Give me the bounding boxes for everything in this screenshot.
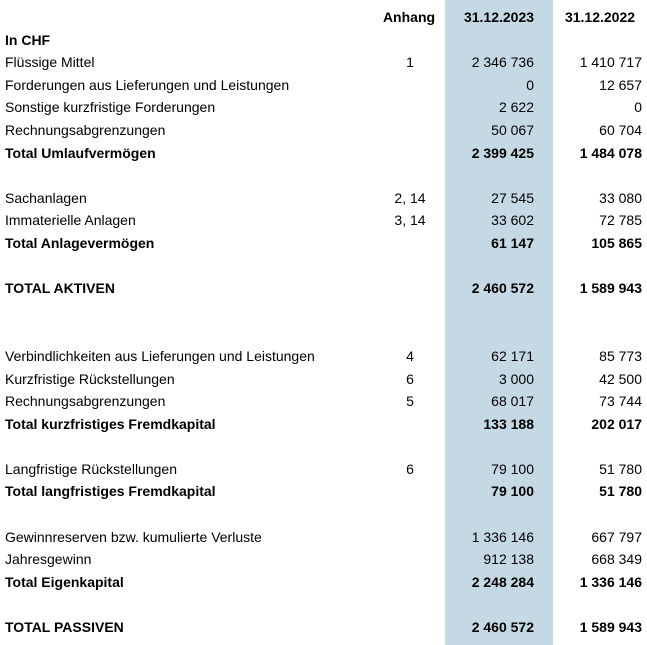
row-note	[380, 232, 440, 255]
row-label: Forderungen aus Lieferungen und Leistungen	[5, 76, 290, 93]
row-label: Sonstige kurzfristige Forderungen	[5, 99, 216, 116]
row-value-2023	[445, 593, 534, 616]
row-value-2023: 2 346 736	[471, 54, 534, 71]
row-value-2022: 51 780	[599, 483, 642, 500]
row-note	[380, 571, 440, 594]
row-label: Total Eigenkapital	[5, 573, 124, 590]
row-note	[380, 548, 440, 571]
row-label: Rechnungsabgrenzungen	[5, 393, 166, 410]
row-note	[380, 322, 440, 345]
row-note	[380, 74, 440, 97]
row-note	[380, 29, 440, 52]
row-label: Rechnungsabgrenzungen	[5, 121, 166, 138]
row-value-2023: 79 100	[491, 460, 534, 477]
row-value-2023: 133 188	[483, 415, 534, 432]
row-value-2023: 62 171	[491, 347, 534, 364]
row-label: Verbindlichkeiten aus Lieferungen und Leistungen	[5, 347, 315, 364]
row-label: Flüssige Mittel	[5, 54, 95, 71]
row-note	[380, 616, 440, 639]
row-note	[380, 413, 440, 436]
table-row	[0, 51, 647, 74]
row-note: 3, 14	[394, 212, 426, 229]
row-note	[380, 526, 440, 549]
row-value-2023: 2 460 572	[471, 619, 534, 636]
row-label: Sachanlagen	[5, 189, 87, 206]
row-value-2023: 2 399 425	[471, 144, 534, 161]
row-label: Langfristige Rückstellungen	[5, 460, 177, 477]
row-value-2022: 73 744	[599, 393, 642, 410]
table-row	[0, 593, 647, 616]
row-value-2023: 79 100	[491, 483, 534, 500]
row-value-2023	[445, 322, 534, 345]
table-row	[0, 209, 647, 232]
table-row	[0, 548, 647, 571]
table-row	[0, 96, 647, 119]
header-year-2022: 31.12.2022	[564, 9, 636, 25]
row-value-2023: 912 138	[483, 551, 534, 568]
row-value-2023: 3 000	[498, 370, 534, 387]
row-label: Total Anlagevermögen	[5, 234, 155, 251]
table-row	[0, 255, 647, 278]
row-note	[380, 255, 440, 278]
row-value-2022	[553, 593, 642, 616]
table-header-row	[0, 6, 647, 29]
table-row	[0, 119, 647, 142]
row-label	[5, 300, 375, 323]
row-label: Total kurzfristiges Fremdkapital	[5, 415, 216, 432]
table-row	[0, 435, 647, 458]
total-row	[0, 29, 647, 52]
total-row	[0, 616, 647, 639]
table-row	[0, 390, 647, 413]
row-value-2022: 1 589 943	[579, 280, 642, 297]
table-row	[0, 368, 647, 391]
row-note	[380, 277, 440, 300]
balance-sheet-table	[0, 6, 647, 639]
row-value-2023: 1 336 146	[471, 528, 534, 545]
row-label: Total Umlaufvermögen	[5, 144, 156, 161]
row-label	[5, 164, 375, 187]
row-note: 5	[406, 393, 414, 410]
row-value-2022: 668 349	[591, 551, 642, 568]
total-row	[0, 277, 647, 300]
row-value-2022: 0	[634, 99, 642, 116]
table-row	[0, 503, 647, 526]
row-note	[380, 164, 440, 187]
total-row	[0, 232, 647, 255]
row-value-2022: 105 865	[591, 234, 642, 251]
row-value-2023: 2 460 572	[471, 280, 534, 297]
table-row	[0, 74, 647, 97]
row-value-2022: 51 780	[599, 460, 642, 477]
row-note: 2, 14	[394, 189, 426, 206]
row-value-2022	[553, 255, 642, 278]
row-value-2022: 202 017	[591, 415, 642, 432]
row-note	[380, 435, 440, 458]
row-value-2022	[553, 322, 642, 345]
row-value-2022	[553, 435, 642, 458]
row-label	[5, 435, 375, 458]
row-value-2022: 667 797	[591, 528, 642, 545]
row-label: TOTAL AKTIVEN	[5, 280, 115, 297]
row-label: TOTAL PASSIVEN	[5, 619, 124, 636]
row-value-2023	[445, 300, 534, 323]
row-note	[380, 480, 440, 503]
total-row	[0, 571, 647, 594]
row-value-2023: 61 147	[491, 234, 534, 251]
row-label: Jahresgewinn	[5, 551, 92, 568]
table-row	[0, 164, 647, 187]
row-value-2022: 85 773	[599, 347, 642, 364]
total-row	[0, 142, 647, 165]
row-note	[380, 300, 440, 323]
row-value-2022	[553, 164, 642, 187]
row-value-2022: 1 410 717	[579, 54, 642, 71]
row-value-2022: 1 589 943	[579, 619, 642, 636]
row-value-2023: 2 248 284	[471, 573, 534, 590]
row-value-2022: 60 704	[599, 121, 642, 138]
header-year-2023: 31.12.2023	[463, 9, 535, 25]
row-value-2023	[445, 255, 534, 278]
header-note: Anhang	[382, 9, 436, 25]
row-note	[380, 119, 440, 142]
row-value-2022	[553, 300, 642, 323]
row-label: In CHF	[5, 31, 51, 48]
row-value-2022: 12 657	[599, 76, 642, 93]
row-value-2023: 33 602	[491, 212, 534, 229]
row-label: Kurzfristige Rückstellungen	[5, 370, 175, 387]
row-note	[380, 593, 440, 616]
row-value-2023: 2 622	[498, 99, 534, 116]
row-value-2022: 1 484 078	[579, 144, 642, 161]
table-row	[0, 526, 647, 549]
row-label	[5, 593, 375, 616]
total-row	[0, 480, 647, 503]
row-label: Total langfristiges Fremdkapital	[5, 483, 216, 500]
row-value-2023: 68 017	[491, 393, 534, 410]
table-row	[0, 187, 647, 210]
row-value-2022	[553, 503, 642, 526]
row-value-2022: 33 080	[599, 189, 642, 206]
row-value-2023: 27 545	[491, 189, 534, 206]
row-value-2023: 0	[526, 76, 534, 93]
row-value-2022: 72 785	[599, 212, 642, 229]
row-value-2022: 42 500	[599, 370, 642, 387]
row-value-2023	[445, 435, 534, 458]
table-row	[0, 300, 647, 323]
row-label	[5, 322, 375, 345]
row-value-2023	[445, 29, 534, 52]
row-value-2022: 1 336 146	[579, 573, 642, 590]
row-note: 6	[406, 460, 414, 477]
row-note: 4	[406, 347, 414, 364]
row-note: 1	[406, 54, 414, 71]
total-row	[0, 413, 647, 436]
row-label: Immaterielle Anlagen	[5, 212, 136, 229]
row-label	[5, 255, 375, 278]
row-note	[380, 96, 440, 119]
row-value-2023	[445, 503, 534, 526]
table-row	[0, 322, 647, 345]
row-label: Gewinnreserven bzw. kumulierte Verluste	[5, 528, 262, 545]
row-label	[5, 503, 375, 526]
table-row	[0, 458, 647, 481]
table-row	[0, 345, 647, 368]
row-note	[380, 142, 440, 165]
row-note: 6	[406, 370, 414, 387]
row-value-2023: 50 067	[491, 121, 534, 138]
row-value-2022	[553, 29, 642, 52]
row-note	[380, 503, 440, 526]
row-value-2023	[445, 164, 534, 187]
